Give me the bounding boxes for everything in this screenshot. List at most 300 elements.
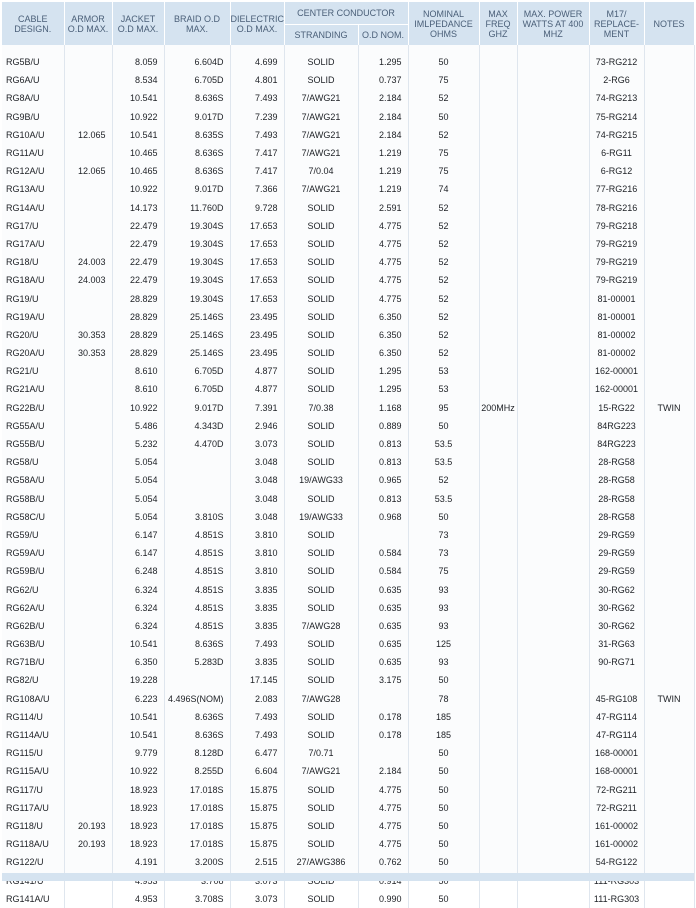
cell-replacement: 29-RG59 bbox=[589, 562, 644, 580]
cell-cc-od: 2.591 bbox=[358, 199, 408, 217]
cell-jacket-od: 6.324 bbox=[112, 617, 164, 635]
cell-cc-od: 0.965 bbox=[358, 471, 408, 489]
cell-notes bbox=[644, 89, 694, 107]
cell-stranding: 7/AWG21 bbox=[284, 762, 358, 780]
cell-max-freq bbox=[479, 180, 517, 198]
cell-notes bbox=[644, 708, 694, 726]
cell-designation: RG55A/U bbox=[2, 417, 64, 435]
cell-braid-od: 8.128D bbox=[164, 744, 230, 762]
cell-max-freq bbox=[479, 308, 517, 326]
cell-max-freq bbox=[479, 580, 517, 598]
cell-braid-od: 4.851S bbox=[164, 599, 230, 617]
cell-braid-od: 4.496S(NOM) bbox=[164, 690, 230, 708]
cell-replacement: 81-00002 bbox=[589, 326, 644, 344]
cell-armor-od bbox=[64, 708, 112, 726]
cell-max-freq bbox=[479, 508, 517, 526]
cell-max-power bbox=[517, 508, 589, 526]
cell-armor-od bbox=[64, 508, 112, 526]
cell-dielectric-od: 7.493 bbox=[230, 708, 284, 726]
cell-cc-od: 1.219 bbox=[358, 162, 408, 180]
cell-stranding: SOLID bbox=[284, 781, 358, 799]
table-row bbox=[2, 835, 694, 853]
table-row bbox=[2, 762, 694, 780]
cell-designation: RG118/U bbox=[2, 817, 64, 835]
table-row bbox=[2, 617, 694, 635]
cell-armor-od bbox=[64, 417, 112, 435]
cell-max-freq bbox=[479, 326, 517, 344]
header-armor-od: ARMOR O.D MAX. bbox=[64, 2, 112, 45]
cell-max-freq bbox=[479, 835, 517, 853]
cell-max-freq bbox=[479, 671, 517, 689]
cell-stranding: SOLID bbox=[284, 708, 358, 726]
cell-cc-od: 4.775 bbox=[358, 817, 408, 835]
cell-armor-od: 20.193 bbox=[64, 835, 112, 853]
cell-designation: RG9B/U bbox=[2, 108, 64, 126]
cell-replacement: 79-RG219 bbox=[589, 271, 644, 289]
cell-braid-od: 4.343D bbox=[164, 417, 230, 435]
cell-braid-od: 19.304S bbox=[164, 217, 230, 235]
cell-armor-od bbox=[64, 289, 112, 307]
cell-notes bbox=[644, 799, 694, 817]
table-row bbox=[2, 217, 694, 235]
cell-designation: RG20A/U bbox=[2, 344, 64, 362]
cell-armor-od: 24.003 bbox=[64, 271, 112, 289]
cell-braid-od: 4.851S bbox=[164, 562, 230, 580]
cell-designation: RG71B/U bbox=[2, 653, 64, 671]
cell-braid-od: 17.018S bbox=[164, 781, 230, 799]
cell-jacket-od: 10.465 bbox=[112, 144, 164, 162]
header-max-freq: MAX FREQ GHZ bbox=[479, 2, 517, 45]
cell-impedance: 50 bbox=[408, 835, 479, 853]
cell-stranding: SOLID bbox=[284, 835, 358, 853]
table-row bbox=[2, 508, 694, 526]
cell-notes bbox=[644, 435, 694, 453]
cell-jacket-od: 10.541 bbox=[112, 708, 164, 726]
cell-dielectric-od: 2.946 bbox=[230, 417, 284, 435]
cell-designation: RG18/U bbox=[2, 253, 64, 271]
cell-max-power bbox=[517, 217, 589, 235]
cell-designation: RG10A/U bbox=[2, 126, 64, 144]
cell-cc-od: 6.350 bbox=[358, 344, 408, 362]
cell-replacement: 162-00001 bbox=[589, 362, 644, 380]
cell-replacement: 81-00001 bbox=[589, 308, 644, 326]
cell-designation: RG22B/U bbox=[2, 399, 64, 417]
cell-impedance: 93 bbox=[408, 617, 479, 635]
table-row bbox=[2, 435, 694, 453]
cell-notes bbox=[644, 380, 694, 398]
cell-max-freq bbox=[479, 289, 517, 307]
cell-braid-od: 17.018S bbox=[164, 835, 230, 853]
cell-armor-od bbox=[64, 544, 112, 562]
cell-max-power bbox=[517, 453, 589, 471]
cell-stranding: 7/AWG21 bbox=[284, 89, 358, 107]
cell-notes bbox=[644, 180, 694, 198]
table-body bbox=[2, 45, 694, 908]
cell-max-freq bbox=[479, 853, 517, 871]
cell-dielectric-od: 7.493 bbox=[230, 635, 284, 653]
cell-max-freq bbox=[479, 362, 517, 380]
cell-dielectric-od: 17.653 bbox=[230, 235, 284, 253]
cell-dielectric-od: 3.835 bbox=[230, 617, 284, 635]
cell-armor-od: 12.065 bbox=[64, 162, 112, 180]
cell-jacket-od: 8.610 bbox=[112, 362, 164, 380]
cell-replacement: 162-00001 bbox=[589, 380, 644, 398]
cell-designation: RG55B/U bbox=[2, 435, 64, 453]
cell-dielectric-od: 23.495 bbox=[230, 344, 284, 362]
cell-jacket-od: 8.059 bbox=[112, 45, 164, 71]
cell-dielectric-od: 3.073 bbox=[230, 435, 284, 453]
cell-designation: RG58C/U bbox=[2, 508, 64, 526]
cell-cc-od: 1.295 bbox=[358, 362, 408, 380]
cell-impedance: 52 bbox=[408, 253, 479, 271]
cell-jacket-od: 6.223 bbox=[112, 690, 164, 708]
cell-cc-od: 1.295 bbox=[358, 380, 408, 398]
cell-designation: RG63B/U bbox=[2, 635, 64, 653]
cell-impedance: 50 bbox=[408, 781, 479, 799]
cell-max-freq: 200MHz bbox=[479, 399, 517, 417]
cell-dielectric-od: 3.810 bbox=[230, 562, 284, 580]
cell-armor-od bbox=[64, 199, 112, 217]
cell-stranding: SOLID bbox=[284, 289, 358, 307]
cell-stranding: 27/AWG386 bbox=[284, 853, 358, 871]
cell-braid-od: 8.636S bbox=[164, 89, 230, 107]
table-row bbox=[2, 89, 694, 107]
cell-stranding: 7/AWG28 bbox=[284, 617, 358, 635]
cell-stranding: SOLID bbox=[284, 199, 358, 217]
table-row bbox=[2, 235, 694, 253]
cell-replacement: 84RG223 bbox=[589, 435, 644, 453]
cell-max-freq bbox=[479, 799, 517, 817]
cell-cc-od: 2.184 bbox=[358, 762, 408, 780]
cell-replacement: 28-RG58 bbox=[589, 471, 644, 489]
cell-jacket-od: 10.465 bbox=[112, 162, 164, 180]
cell-jacket-od: 5.054 bbox=[112, 508, 164, 526]
cell-designation: RG82/U bbox=[2, 671, 64, 689]
cell-designation: RG5B/U bbox=[2, 45, 64, 71]
cell-armor-od bbox=[64, 89, 112, 107]
cell-dielectric-od: 17.145 bbox=[230, 671, 284, 689]
cell-cc-od: 0.584 bbox=[358, 562, 408, 580]
cell-impedance: 52 bbox=[408, 271, 479, 289]
cell-replacement: 45-RG108 bbox=[589, 690, 644, 708]
cell-dielectric-od: 7.493 bbox=[230, 726, 284, 744]
cell-notes bbox=[644, 580, 694, 598]
cell-cc-od: 6.350 bbox=[358, 308, 408, 326]
table-row bbox=[2, 344, 694, 362]
cell-dielectric-od: 7.493 bbox=[230, 89, 284, 107]
cell-replacement: 28-RG58 bbox=[589, 490, 644, 508]
cell-cc-od bbox=[358, 526, 408, 544]
cell-replacement: 73-RG212 bbox=[589, 45, 644, 71]
cell-stranding: 7/0.04 bbox=[284, 162, 358, 180]
cell-max-freq bbox=[479, 89, 517, 107]
cell-designation: RG59A/U bbox=[2, 544, 64, 562]
cell-impedance: 53.5 bbox=[408, 435, 479, 453]
table-row bbox=[2, 126, 694, 144]
cell-designation: RG108A/U bbox=[2, 690, 64, 708]
cell-max-power bbox=[517, 162, 589, 180]
header-notes: NOTES bbox=[644, 2, 694, 45]
cell-designation: RG11A/U bbox=[2, 144, 64, 162]
cell-replacement: 28-RG58 bbox=[589, 508, 644, 526]
cell-replacement: 81-00002 bbox=[589, 344, 644, 362]
cell-stranding: 7/AWG21 bbox=[284, 180, 358, 198]
cell-replacement: 79-RG219 bbox=[589, 235, 644, 253]
cell-stranding: SOLID bbox=[284, 599, 358, 617]
table-row bbox=[2, 271, 694, 289]
cell-jacket-od: 10.922 bbox=[112, 762, 164, 780]
table-row bbox=[2, 562, 694, 580]
table-row bbox=[2, 108, 694, 126]
cell-max-power bbox=[517, 380, 589, 398]
cell-jacket-od: 5.054 bbox=[112, 471, 164, 489]
cell-max-power bbox=[517, 490, 589, 508]
cell-armor-od bbox=[64, 180, 112, 198]
cell-braid-od: 19.304S bbox=[164, 271, 230, 289]
cell-designation: RG14A/U bbox=[2, 199, 64, 217]
cell-cc-od: 1.295 bbox=[358, 45, 408, 71]
cell-max-freq bbox=[479, 544, 517, 562]
cell-max-power bbox=[517, 344, 589, 362]
cell-max-power bbox=[517, 271, 589, 289]
cell-stranding: SOLID bbox=[284, 344, 358, 362]
cell-max-freq bbox=[479, 708, 517, 726]
cell-cc-od: 0.813 bbox=[358, 490, 408, 508]
table-row bbox=[2, 599, 694, 617]
cell-max-power bbox=[517, 635, 589, 653]
table-row bbox=[2, 180, 694, 198]
cell-replacement: 75-RG214 bbox=[589, 108, 644, 126]
table-row bbox=[2, 635, 694, 653]
cell-impedance: 50 bbox=[408, 671, 479, 689]
cell-braid-od: 17.018S bbox=[164, 799, 230, 817]
header-max-power: MAX. POWER WATTS AT 400 MHZ bbox=[517, 2, 589, 45]
cell-notes bbox=[644, 599, 694, 617]
cell-max-freq bbox=[479, 599, 517, 617]
cell-dielectric-od: 7.493 bbox=[230, 126, 284, 144]
cell-replacement: 81-00001 bbox=[589, 289, 644, 307]
cell-braid-od: 8.636S bbox=[164, 708, 230, 726]
cell-notes bbox=[644, 108, 694, 126]
cell-braid-od: 9.017D bbox=[164, 108, 230, 126]
cell-impedance: 50 bbox=[408, 799, 479, 817]
cell-designation: RG115/U bbox=[2, 744, 64, 762]
cell-max-freq bbox=[479, 271, 517, 289]
table-row bbox=[2, 199, 694, 217]
cell-designation: RG141A/U bbox=[2, 890, 64, 908]
cell-replacement: 74-RG213 bbox=[589, 89, 644, 107]
cell-braid-od: 25.146S bbox=[164, 326, 230, 344]
cell-jacket-od: 8.534 bbox=[112, 71, 164, 89]
cell-max-power bbox=[517, 399, 589, 417]
cell-jacket-od: 6.350 bbox=[112, 653, 164, 671]
cell-max-power bbox=[517, 526, 589, 544]
cell-max-freq bbox=[479, 108, 517, 126]
cell-replacement: 54-RG122 bbox=[589, 853, 644, 871]
cell-stranding: SOLID bbox=[284, 308, 358, 326]
cell-notes bbox=[644, 289, 694, 307]
cell-impedance: 53 bbox=[408, 362, 479, 380]
cell-notes bbox=[644, 653, 694, 671]
cell-impedance: 74 bbox=[408, 180, 479, 198]
cell-jacket-od: 18.923 bbox=[112, 781, 164, 799]
cell-impedance: 52 bbox=[408, 326, 479, 344]
cell-armor-od bbox=[64, 362, 112, 380]
cell-cc-od: 4.775 bbox=[358, 253, 408, 271]
cell-cc-od: 4.775 bbox=[358, 217, 408, 235]
cell-dielectric-od: 15.875 bbox=[230, 835, 284, 853]
cell-max-freq bbox=[479, 71, 517, 89]
cell-impedance: 185 bbox=[408, 726, 479, 744]
cell-armor-od bbox=[64, 617, 112, 635]
cell-replacement: 72-RG211 bbox=[589, 799, 644, 817]
cell-max-freq bbox=[479, 744, 517, 762]
cell-impedance: 50 bbox=[408, 744, 479, 762]
cell-braid-od: 4.851S bbox=[164, 580, 230, 598]
cell-designation: RG19/U bbox=[2, 289, 64, 307]
cell-max-freq bbox=[479, 417, 517, 435]
table-row bbox=[2, 417, 694, 435]
table-row bbox=[2, 162, 694, 180]
cell-jacket-od: 10.541 bbox=[112, 635, 164, 653]
cell-cc-od: 0.635 bbox=[358, 653, 408, 671]
cell-stranding: SOLID bbox=[284, 580, 358, 598]
cell-armor-od bbox=[64, 526, 112, 544]
cell-dielectric-od: 17.653 bbox=[230, 271, 284, 289]
cell-jacket-od: 10.541 bbox=[112, 126, 164, 144]
cell-cc-od: 4.775 bbox=[358, 289, 408, 307]
cell-braid-od bbox=[164, 671, 230, 689]
cell-jacket-od: 28.829 bbox=[112, 289, 164, 307]
cell-replacement: 168-00001 bbox=[589, 762, 644, 780]
cell-designation: RG118A/U bbox=[2, 835, 64, 853]
cell-replacement: 31-RG63 bbox=[589, 635, 644, 653]
cell-replacement: 74-RG215 bbox=[589, 126, 644, 144]
cell-impedance: 52 bbox=[408, 289, 479, 307]
cell-notes bbox=[644, 635, 694, 653]
cell-notes bbox=[644, 762, 694, 780]
cell-notes bbox=[644, 199, 694, 217]
header-cc-od-nom: O.D NOM. bbox=[358, 25, 408, 46]
cell-designation: RG114/U bbox=[2, 708, 64, 726]
table-row bbox=[2, 744, 694, 762]
cell-impedance: 93 bbox=[408, 580, 479, 598]
cell-notes bbox=[644, 271, 694, 289]
header-braid-od: BRAID O.D MAX. bbox=[164, 2, 230, 45]
cell-armor-od bbox=[64, 853, 112, 871]
cell-braid-od: 9.017D bbox=[164, 399, 230, 417]
table-row bbox=[2, 671, 694, 689]
cell-stranding: SOLID bbox=[284, 453, 358, 471]
cell-max-power bbox=[517, 362, 589, 380]
cell-impedance: 53 bbox=[408, 380, 479, 398]
cell-notes bbox=[644, 835, 694, 853]
header-center-conductor: CENTER CONDUCTOR bbox=[284, 2, 408, 25]
cell-armor-od bbox=[64, 653, 112, 671]
cell-replacement: 77-RG216 bbox=[589, 180, 644, 198]
cell-notes bbox=[644, 217, 694, 235]
cell-notes bbox=[644, 890, 694, 908]
cell-notes bbox=[644, 744, 694, 762]
cell-stranding: 7/AWG21 bbox=[284, 144, 358, 162]
cell-replacement: 47-RG114 bbox=[589, 708, 644, 726]
header-jacket-od: JACKET O.D MAX. bbox=[112, 2, 164, 45]
cell-braid-od: 6.705D bbox=[164, 71, 230, 89]
cell-max-freq bbox=[479, 144, 517, 162]
cell-stranding: SOLID bbox=[284, 417, 358, 435]
cell-replacement: 30-RG62 bbox=[589, 617, 644, 635]
cell-armor-od bbox=[64, 781, 112, 799]
cell-notes bbox=[644, 853, 694, 871]
cell-braid-od: 4.470D bbox=[164, 435, 230, 453]
cell-jacket-od: 22.479 bbox=[112, 253, 164, 271]
cable-spec-page bbox=[2, 2, 694, 904]
cell-impedance: 50 bbox=[408, 508, 479, 526]
cell-stranding: SOLID bbox=[284, 435, 358, 453]
cell-armor-od bbox=[64, 490, 112, 508]
cell-notes bbox=[644, 45, 694, 71]
cell-cc-od: 0.737 bbox=[358, 71, 408, 89]
cell-replacement: 78-RG216 bbox=[589, 199, 644, 217]
cell-armor-od bbox=[64, 144, 112, 162]
cell-replacement: 161-00002 bbox=[589, 817, 644, 835]
table-row bbox=[2, 490, 694, 508]
cell-braid-od: 5.283D bbox=[164, 653, 230, 671]
cell-stranding: SOLID bbox=[284, 799, 358, 817]
table-row bbox=[2, 526, 694, 544]
table-row bbox=[2, 71, 694, 89]
cell-jacket-od: 28.829 bbox=[112, 344, 164, 362]
cell-braid-od: 25.146S bbox=[164, 308, 230, 326]
cell-designation: RG58B/U bbox=[2, 490, 64, 508]
cell-armor-od: 24.003 bbox=[64, 253, 112, 271]
cell-jacket-od: 5.054 bbox=[112, 453, 164, 471]
cell-max-power bbox=[517, 180, 589, 198]
cell-stranding: SOLID bbox=[284, 635, 358, 653]
cell-replacement: 168-00001 bbox=[589, 744, 644, 762]
cell-stranding: SOLID bbox=[284, 253, 358, 271]
cell-cc-od bbox=[358, 690, 408, 708]
cell-armor-od bbox=[64, 799, 112, 817]
header-cable-designation: CABLE DESIGN. bbox=[2, 2, 64, 45]
cell-jacket-od: 10.541 bbox=[112, 726, 164, 744]
cell-max-freq bbox=[479, 526, 517, 544]
cell-stranding: SOLID bbox=[284, 362, 358, 380]
cell-max-power bbox=[517, 781, 589, 799]
cell-notes bbox=[644, 781, 694, 799]
cell-cc-od: 4.775 bbox=[358, 271, 408, 289]
cell-max-power bbox=[517, 653, 589, 671]
cell-max-freq bbox=[479, 253, 517, 271]
cell-jacket-od: 6.324 bbox=[112, 580, 164, 598]
cell-max-freq bbox=[479, 726, 517, 744]
cell-max-power bbox=[517, 435, 589, 453]
cell-notes bbox=[644, 453, 694, 471]
cell-cc-od: 0.762 bbox=[358, 853, 408, 871]
cell-impedance: 93 bbox=[408, 599, 479, 617]
cell-stranding: SOLID bbox=[284, 71, 358, 89]
cell-impedance: 125 bbox=[408, 635, 479, 653]
cell-jacket-od: 22.479 bbox=[112, 235, 164, 253]
cell-max-power bbox=[517, 326, 589, 344]
cell-max-freq bbox=[479, 235, 517, 253]
cell-armor-od bbox=[64, 890, 112, 908]
cell-max-power bbox=[517, 253, 589, 271]
cell-stranding: SOLID bbox=[284, 671, 358, 689]
cell-jacket-od: 6.147 bbox=[112, 544, 164, 562]
cell-cc-od: 2.184 bbox=[358, 126, 408, 144]
cell-impedance: 52 bbox=[408, 217, 479, 235]
